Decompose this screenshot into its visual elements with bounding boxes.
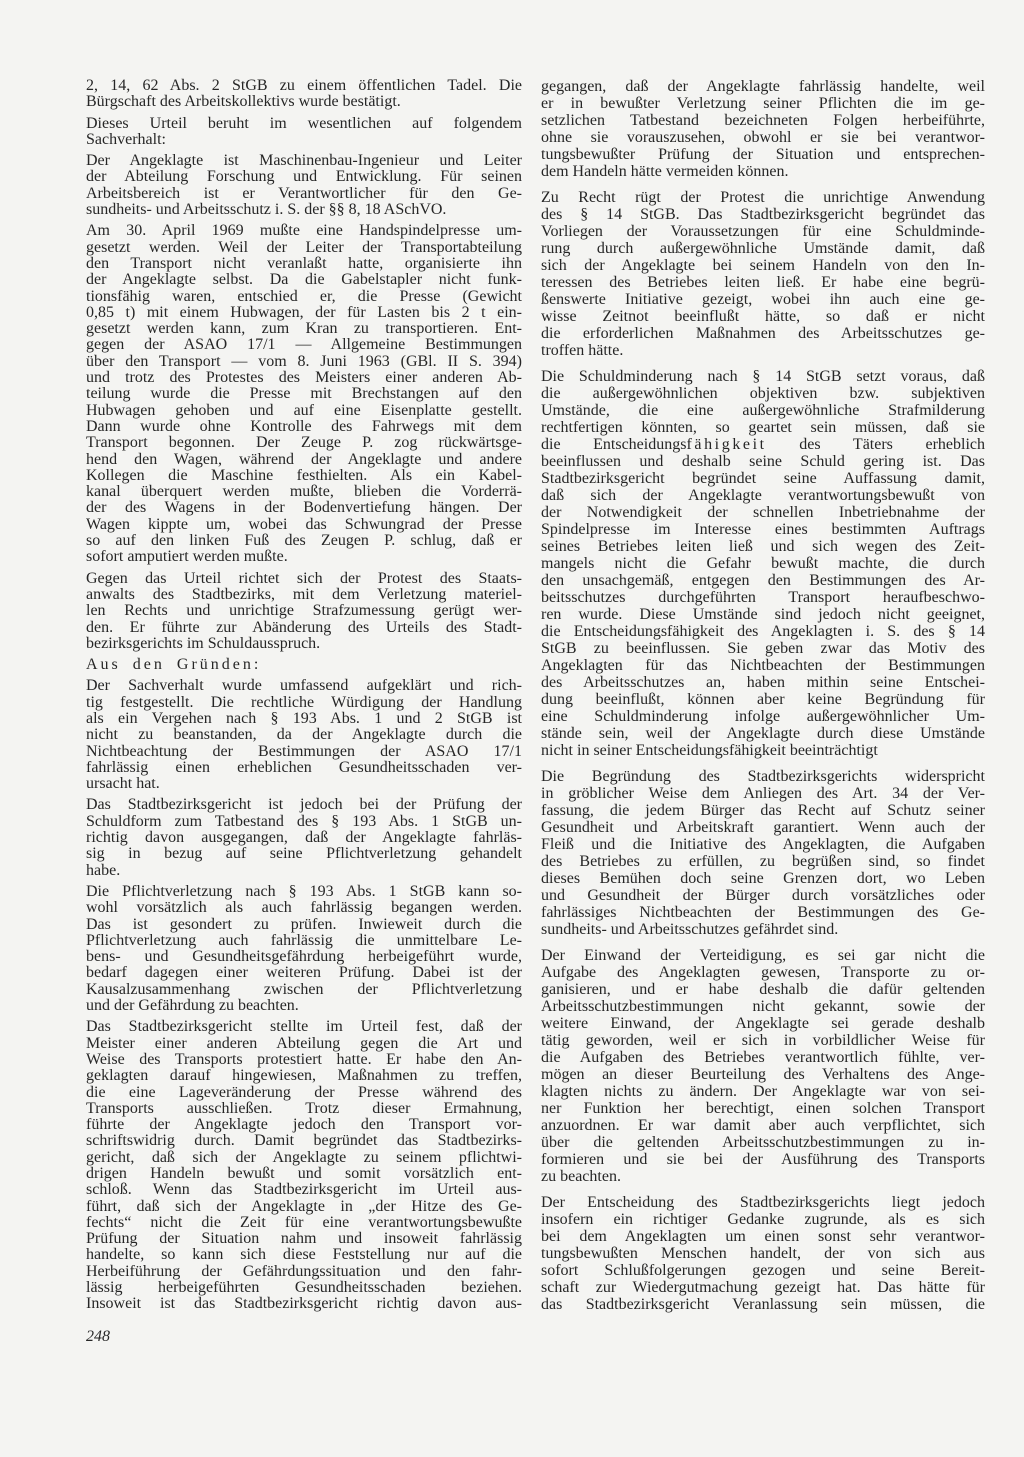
- text-line: der des Wagens in der Bodenvertiefung hängen. Der: [86, 499, 522, 517]
- text-line: dieses Bemühen doch seine Grenzen dort, wo Leben: [541, 870, 985, 887]
- text-line: teressen des Betriebes leiten ließ. Er habe eine begrü-: [541, 274, 985, 291]
- paragraph: [86, 884, 522, 1014]
- text-line: Kausalzusammenhang zwischen der Pflichtverletzung: [86, 980, 522, 998]
- text-line: und Gesundheit der Bürger durch vorsätzliches oder: [541, 887, 985, 904]
- text-line: lässig herbeigeführten Gesundheitsschaden beziehen.: [86, 1279, 522, 1297]
- text-line: die außergewöhnlichen objektiven bzw. subjektiven: [541, 385, 985, 402]
- text-line: rung durch außergewöhnliche Umstände damit, daß: [541, 240, 985, 257]
- text-line: über den Transport — vom 8. Juni 1963 (GBl. II S. 394): [86, 352, 522, 370]
- text-line: sundheits- und Arbeitsschutzes gefährdet sind.: [541, 921, 839, 938]
- text-line: seines Betriebes leiten ließ und sich wegen des Zeit-: [541, 538, 985, 555]
- text-line: über die geltenden Arbeitsschutzbestimmungen zu in-: [541, 1134, 985, 1151]
- text-line: bezirksgerichts im Schuldausspruch.: [86, 634, 321, 652]
- text-line: die erforderlichen Maßnahmen des Arbeitsschutzes ge-: [541, 325, 985, 342]
- text-line: bei dem Angeklagten um einen sonst sehr verantwor-: [541, 1228, 985, 1245]
- section-heading: [86, 657, 522, 673]
- text-line: StGB zu beeinflussen. Sie geben zwar das Motiv des: [541, 640, 985, 657]
- paragraph: [541, 368, 985, 759]
- text-line: hend den Wagen, während der Angeklagte und andere: [86, 450, 522, 468]
- text-line: anzuordnen. Er war damit aber auch verpflichtet, sich: [541, 1117, 985, 1134]
- text-line: weitere Einwand, der Angeklagte sei gerade deshalb: [541, 1015, 985, 1032]
- text-line: den unsachgemäß, entgegen den Bestimmungen des Ar-: [541, 572, 985, 589]
- text-line: nicht zu beanstanden, da der Angeklagte durch die: [86, 726, 522, 744]
- text-line: habe.: [86, 861, 121, 879]
- text-line: die eine Lageveränderung der Presse während des: [86, 1083, 522, 1101]
- text-line: er in bewußter Verletzung seiner Pflichten die im ge-: [541, 95, 985, 112]
- text-line: Stadtbezirksgericht begründet seine Auffassung damit,: [541, 470, 985, 487]
- text-line: führt, daß sich der Angeklagte in „der Hitze des Ge-: [86, 1197, 522, 1215]
- text-line: Kollegen die Maschine festhielten. Als ein Kabel-: [86, 466, 522, 484]
- text-line: mangels nicht die Gefahr bewußt machte, die durch: [541, 555, 985, 572]
- text-line: zu beachten.: [541, 1168, 621, 1185]
- text-line: Der Angeklagte ist Maschinenbau-Ingenieur und Leiter: [86, 152, 522, 170]
- text-line: Gesundheit und Arbeitskraft garantiert. Wenn auch der: [541, 819, 985, 836]
- text-line: Nichtbeachtung der Bestimmungen der ASAO 17/1: [86, 742, 522, 760]
- text-line: ursacht hat.: [86, 775, 160, 793]
- emphasized-text: fähigkeit: [686, 436, 767, 453]
- text-line: setzlichen Tatbestand bezeichneten Folgen herbeiführte,: [541, 112, 985, 129]
- text-line: fechts“ nicht die Zeit für eine verantwortungsbewußte: [86, 1213, 522, 1231]
- paragraph: [86, 571, 522, 652]
- text-line: sich der Angeklagte bei seinem Handeln von den In-: [541, 257, 985, 274]
- text-line: Dieses Urteil beruht im wesentlichen auf folgendem: [86, 114, 522, 132]
- text-line: anwalts des Stadtbezirks, mit dem Verletzung materiel-: [86, 585, 522, 603]
- text-run: die Entscheidungs: [541, 436, 687, 453]
- text-line: teilung wurde die Presse mit Brechstangen auf den: [86, 385, 522, 403]
- text-line: so auf den linken Fuß des Zeugen P. schlug, daß er: [86, 532, 522, 550]
- text-line: Das ist gesondert zu prüfen. Inwieweit durch die: [86, 915, 522, 933]
- text-line: und trotz des Protestes des Meisters einer anderen Ab-: [86, 369, 522, 387]
- text-line: Schuldform zum Tatbestand des § 193 Abs. 1 StGB un-: [86, 812, 522, 830]
- text-line: Die Begründung des Stadtbezirksgerichts widerspricht: [541, 768, 985, 785]
- paragraph: [541, 78, 985, 180]
- text-line: Meister einer anderen Abteilung gegen die Art und: [86, 1034, 522, 1052]
- text-line: Dann wurde ohne Kontrolle des Fahrwegs mit dem: [86, 417, 522, 435]
- text-line: beeinflussen und deshalb seine Schuld gering ist. Das: [541, 453, 985, 470]
- text-line: ganisieren, und er habe deshalb die dafür geltenden: [541, 981, 985, 998]
- text-line: [541, 436, 985, 453]
- text-line: als ein Vergehen nach § 193 Abs. 1 und 2 StGB ist: [86, 709, 522, 727]
- text-line: 0,85 t) mit einem Hubwagen, der für Lasten bis 2 t ein-: [86, 303, 522, 321]
- text-line: Pflichtverletzung auch fahrlässig die unmittelbare Le-: [86, 931, 522, 949]
- text-line: stände sein, weil der Angeklagte durch diese Umstände: [541, 725, 985, 742]
- text-line: gegen der ASAO 17/1 — Allgemeine Bestimmungen: [86, 336, 522, 354]
- text-line: richtig davon ausgegangen, daß der Angeklagte fahrläs-: [86, 829, 522, 847]
- paragraph: [86, 116, 522, 149]
- text-line: Transport begonnen. Der Zeuge P. zog rückwärtsge-: [86, 434, 522, 452]
- text-line: wisse Zeitnot beeinflußt hätte, so daß er nicht: [541, 308, 985, 325]
- text-line: Bürgschaft des Arbeitskollektivs wurde bestätigt.: [86, 93, 401, 111]
- paragraph: [541, 189, 985, 359]
- text-line: Aufgabe des Angeklagten gewesen, Transporte zu or-: [541, 964, 985, 981]
- text-line: bens- und Gesundheitsgefährdung herbeigeführt wurde,: [86, 948, 522, 966]
- text-line: Der Entscheidung des Stadtbezirksgerichts liegt jedoch: [541, 1194, 985, 1211]
- text-line: die Aufgaben des Betriebes verantwortlich fühlte, ver-: [541, 1049, 985, 1066]
- paragraph: [541, 1194, 985, 1313]
- text-line: Zu Recht rügt der Protest die unrichtige Anwendung: [541, 189, 985, 206]
- text-line: Am 30. April 1969 mußte eine Handspindelpresse um-: [86, 222, 522, 240]
- text-line: der Notwendigkeit der schnellen Inbetriebnahme der: [541, 504, 985, 521]
- text-line: Spindelpresse im Interesse eines bestimmten Auftrags: [541, 521, 985, 538]
- text-line: Hubwagen gehoben und auf eine Eisenplatte gestellt.: [86, 401, 522, 419]
- text-line: der Angeklagte selbst. Da die Gabelstapler nicht funk-: [86, 271, 522, 289]
- paragraph: [86, 1019, 522, 1312]
- text-line: Weise des Transports protestiert hatte. Er habe den An-: [86, 1050, 522, 1068]
- text-line: beitsschutzes durchgeführten Transport heraufbeschwo-: [541, 589, 985, 606]
- text-line: geklagten darauf hingewiesen, Maßnahmen zu treffen,: [86, 1067, 522, 1085]
- text-line: die Entscheidungsfähigkeit des Angeklagten i. S. des § 14: [541, 623, 985, 640]
- text-line: tätig geworden, weil er sich in vorbildlicher Weise für: [541, 1032, 985, 1049]
- text-line: formieren und sie bei der Ausführung des Transports: [541, 1151, 985, 1168]
- text-line: tungsbewußter Prüfung der Situation und entsprechen-: [541, 146, 985, 163]
- text-line: eine Schuldminderung infolge außergewöhnlicher Um-: [541, 708, 985, 725]
- text-line: Vorliegen der Voraussetzungen für eine Schuldminde-: [541, 223, 985, 240]
- text-line: der Abteilung Forschung und Entwicklung. Für seinen: [86, 168, 522, 186]
- text-line: führte der Angeklagte jedoch den Transport vor-: [86, 1116, 522, 1134]
- text-line: daß sich der Angeklagte verantwortungsbewußt von: [541, 487, 985, 504]
- text-line: tig festgestellt. Die rechtliche Würdigung der Handlung: [86, 693, 522, 711]
- text-line: sundheits- und Arbeitsschutz i. S. der §§ 8, 18 ASchVO.: [86, 201, 447, 219]
- text-line: ner Funktion her berechtigt, einen solchen Transport: [541, 1100, 985, 1117]
- left-column: [86, 78, 522, 1313]
- page-number: 248: [86, 1328, 110, 1345]
- text-line: bedarf dagegen einer weiteren Prüfung. Dabei ist der: [86, 964, 522, 982]
- text-line: 2, 14, 62 Abs. 2 StGB zu einem öffentlichen Tadel. Die: [86, 77, 522, 94]
- text-line: sofort amputiert werden mußte.: [86, 548, 288, 566]
- paragraph: [86, 797, 522, 878]
- text-line: schaft zur Wiedergutmachung gezeigt hat. Das hätte für: [541, 1279, 985, 1296]
- text-line: wohl vorsätzlich als auch fahrlässig begangen werden.: [86, 899, 522, 917]
- text-line: mögen an dieser Beurteilung des Verhaltens des Ange-: [541, 1066, 985, 1083]
- text-line: gegangen, daß der Angeklagte fahrlässig handelte, weil: [541, 78, 985, 95]
- text-line: des Betriebes zu erfüllen, zu begrüßen sind, so findet: [541, 853, 985, 870]
- text-line: dem Handeln hätte vermeiden können.: [541, 163, 789, 180]
- text-line: insofern ein richtiger Gedanke zugrunde, als es sich: [541, 1211, 985, 1228]
- text-line: fahrlässig einen erheblichen Gesundheitsschaden ver-: [86, 758, 522, 776]
- text-line: Insoweit ist das Stadtbezirksgericht richtig davon aus-: [86, 1295, 522, 1313]
- text-line: Fleiß und die Initiative des Angeklagten, die Aufgaben: [541, 836, 985, 853]
- text-line: Wagen kippte um, wobei das Schwungrad der Presse: [86, 515, 522, 533]
- text-line: den Transport nicht veranlaßt hatte, organisierte ihn: [86, 254, 522, 272]
- text-line: drigen Handeln bewußt und somit vorsätzlich ent-: [86, 1165, 522, 1182]
- paragraph: [86, 153, 522, 218]
- paragraph: [86, 223, 522, 565]
- right-column: [541, 78, 985, 1313]
- paragraph: [541, 768, 985, 938]
- paragraph: [541, 947, 985, 1185]
- text-line: troffen hätte.: [541, 342, 624, 359]
- text-line: handelte, so kann sich diese Feststellung nur auf die: [86, 1246, 522, 1264]
- text-line: fahrlässiges Nichtbeachten der Bestimmungen des Ge-: [541, 904, 985, 921]
- text-line: Herbeiführung der Gefährdungssituation und den fahr-: [86, 1262, 522, 1280]
- text-line: des Arbeitsschutzes an, haben mithin seine Entschei-: [541, 674, 985, 691]
- text-line: ohne sie vorauszusehen, obwohl er sie bei verantwor-: [541, 129, 985, 146]
- text-line: Die Pflichtverletzung nach § 193 Abs. 1 StGB kann so-: [86, 882, 522, 900]
- text-line: nicht in seiner Entscheidungsfähigkeit beeinträchtigt: [541, 742, 878, 759]
- text-line: Umstände, die eine außergewöhnliche Strafmilderung: [541, 402, 985, 419]
- text-line: schriftswidrig durch. Damit begründet das Stadtbezirks-: [86, 1132, 522, 1150]
- text-line: Die Schuldminderung nach § 14 StGB setzt voraus, daß: [541, 368, 985, 385]
- text-line: Das Stadtbezirksgericht ist jedoch bei der Prüfung der: [86, 796, 522, 814]
- text-line: Gegen das Urteil richtet sich der Protest des Staats-: [86, 569, 522, 587]
- text-line: ßenswerte Initiative gezeigt, wobei ihn auch eine ge-: [541, 291, 985, 308]
- text-line: und der Gefährdung zu beachten.: [86, 997, 299, 1015]
- paragraph: [86, 78, 522, 111]
- text-run: des Täters erheblich: [766, 436, 985, 453]
- text-line: Aus den Gründen:: [86, 656, 262, 674]
- text-line: klagten nichts zu ändern. Der Angeklagte war von sei-: [541, 1083, 985, 1100]
- text-line: sofort Schlußfolgerungen gezogen und seine Bereit-: [541, 1262, 985, 1279]
- text-line: des § 14 StGB. Das Stadtbezirksgericht begründet das: [541, 206, 985, 223]
- text-line: ren wurde. Diese Umstände sind jedoch nicht geeignet,: [541, 606, 985, 623]
- text-line: Arbeitsbereich ist er Verantwortlicher für den Ge-: [86, 184, 522, 202]
- text-line: Transports ausschließen. Trotz dieser Ermahnung,: [86, 1099, 522, 1117]
- text-line: sig in bezug auf seine Pflichtverletzung gehandelt: [86, 845, 522, 863]
- text-line: schloß. Wenn das Stadtbezirksgericht im Urteil aus-: [86, 1181, 522, 1199]
- paragraph: [86, 678, 522, 792]
- text-line: dung beeinflußt, können aber keine Begründung für: [541, 691, 985, 708]
- text-line: rechtfertigen könnten, so geartet sein müssen, daß sie: [541, 419, 985, 436]
- text-line: gesetzt werden kann, zum Kran zu transportieren. Ent-: [86, 320, 522, 338]
- text-line: Arbeitsschutzbestimmungen nicht gekannt, sowie der: [541, 998, 985, 1015]
- text-line: Sachverhalt:: [86, 130, 166, 148]
- text-line: Prüfung der Situation nahm und insoweit fahrlässig: [86, 1230, 522, 1248]
- text-line: tionsfähig waren, entschied er, die Presse (Gewicht: [86, 287, 522, 305]
- text-line: Der Einwand der Verteidigung, es sei gar nicht die: [541, 947, 985, 964]
- text-line: gericht, daß sich der Angeklagte zu seinem pflichtwi-: [86, 1148, 522, 1166]
- text-line: gesetzt werden. Weil der Leiter der Transportabteilung: [86, 238, 522, 256]
- text-line: Das Stadtbezirksgericht stellte im Urteil fest, daß der: [86, 1018, 522, 1036]
- text-line: tungsbewußten Menschen handelt, der von sich aus: [541, 1245, 985, 1262]
- text-line: den. Er führte zur Abänderung des Urteils des Stadt-: [86, 618, 522, 636]
- text-line: Angeklagten für das Nichtbeachten der Bestimmungen: [541, 657, 985, 674]
- text-line: in gröblicher Weise dem Anliegen des Art. 34 der Ver-: [541, 785, 985, 802]
- text-line: kanal überquert werden mußte, blieben die Vorderrä-: [86, 483, 522, 501]
- text-line: das Stadtbezirksgericht Veranlassung sein müssen, die: [541, 1296, 985, 1313]
- text-line: len Rechts und unrichtige Strafzumessung gerügt wer-: [86, 602, 522, 620]
- text-line: Der Sachverhalt wurde umfassend aufgeklärt und rich-: [86, 677, 522, 695]
- text-line: fassung, die jedem Bürger das Recht auf Schutz seiner: [541, 802, 985, 819]
